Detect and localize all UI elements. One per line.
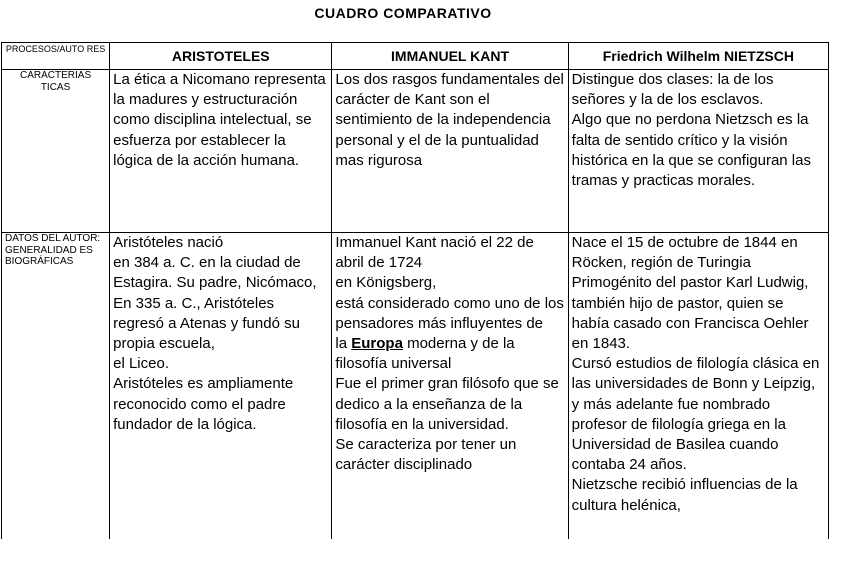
paragraph <box>335 334 564 374</box>
paragraph: Aristóteles es ampliamente reconocido como el padre fundador de la lógica. <box>113 375 294 433</box>
paragraph: Aristóteles nació <box>113 234 224 251</box>
row-label-caracteristicas: CARACTERIAS TICAS <box>2 70 110 233</box>
cell-aristoteles-datos <box>110 233 332 540</box>
paragraph: Algo que no perdona Nietzsch es la falta de sentido crítico y la visión histórica en la que se configuran las tramas y practicas morales. <box>571 111 811 190</box>
paragraph: Cursó estudios de filología clásica en las universidades de Bonn y Leipzig, y más adelante fue nombrado profesor de filología griega en la Universidad de Basilea cuando contaba 24 años. <box>571 355 820 474</box>
cell-aristoteles-caracteristicas: La ética a Nicomano representa la madures y estructuración como disciplina intelectual, se esfuerza por establecer la lógica de la acción humana. <box>110 70 332 233</box>
paragraph: está considerado como uno de los pensadores más influyentes de <box>335 294 564 332</box>
paragraph: en Königsberg, <box>335 274 437 292</box>
cell-kant-datos <box>332 233 568 540</box>
text-fragment: la <box>335 335 352 353</box>
paragraph: Distingue dos clases: la de los señores y la de los esclavos. <box>571 71 774 109</box>
paragraph: Fue el primer gran filósofo que se dedico a la enseñanza de la filosofía en la universidad. <box>335 375 559 433</box>
header-aristoteles: ARISTOTELES <box>110 43 332 70</box>
paragraph: en 384 a. C. en la ciudad de Estagira. Su padre, Nicómaco, <box>113 254 317 292</box>
comparison-table <box>1 42 829 539</box>
header-nietzsche: Friedrich Wilhelm NIETZSCH <box>568 43 828 70</box>
europa-link[interactable]: Europa <box>351 335 403 353</box>
row-datos-autor <box>2 233 829 540</box>
paragraph: En 335 a. C., Aristóteles regresó a Atenas y fundó su propia escuela, <box>113 294 300 353</box>
cell-kant-caracteristicas: Los dos rasgos fundamentales del carácter de Kant son el sentimiento de la independencia personal y el de la puntualidad mas rigurosa <box>332 70 568 233</box>
paragraph: Immanuel Kant nació el 22 de abril de 1724 <box>335 234 534 272</box>
paragraph: Se caracteriza por tener un carácter disciplinado <box>335 436 517 474</box>
row-label-datos-autor: DATOS DEL AUTOR: GENERALIDAD ES BIOGRÁFICAS <box>2 233 110 540</box>
header-kant: IMMANUEL KANT <box>332 43 568 70</box>
paragraph: Nietzsche recibió influencias de la cultura helénica, <box>571 476 798 514</box>
header-row <box>2 43 829 70</box>
cell-nietzsche-caracteristicas <box>568 70 828 233</box>
paragraph: el Liceo. <box>113 355 169 373</box>
cell-nietzsche-datos <box>568 233 828 540</box>
row-caracteristicas <box>2 70 829 233</box>
paragraph: Nace el 15 de octubre de 1844 en Röcken, región de Turingia Primogénito del pastor Karl Ludwig, también hijo de pastor, quien se había casado con Francisca Oehler en 1843. <box>571 234 809 353</box>
document-title: CUADRO COMPARATIVO <box>314 5 492 21</box>
corner-header: PROCESOS/AUTO RES <box>2 43 110 70</box>
text-fragment: moderna y de la filosofía universal <box>335 335 515 373</box>
